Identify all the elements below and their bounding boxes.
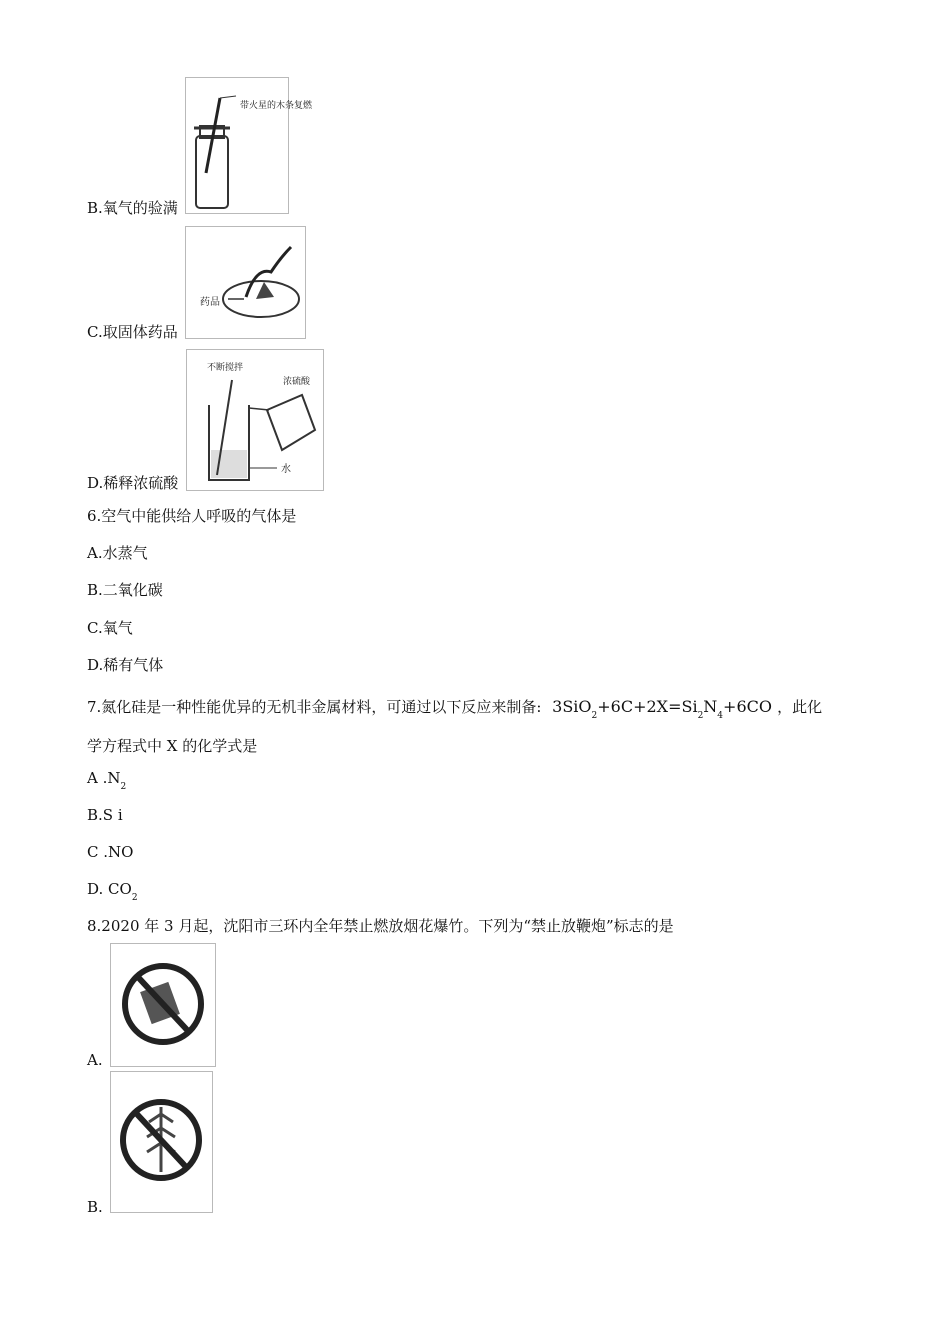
fig-d-label-acid: 浓硫酸 <box>283 377 311 387</box>
question-8-stem: 8.2020 年 3 月起，沈阳市三环内全年禁止燃放烟花爆竹。下列为“禁止放鞭炮”标志的是 <box>87 917 674 935</box>
fig-c-label: 药品 <box>200 297 220 308</box>
q7-stem-post: ，此化 <box>777 698 823 716</box>
q6-option-d: D.稀有气体 <box>87 656 164 674</box>
q7-option-b: B.S i <box>87 806 123 824</box>
question-7-stem-line2: 学方程式中 X 的化学式是 <box>87 737 258 755</box>
fig-b-label: 带火星的木条复燃 <box>240 101 313 111</box>
oxygen-test-figure <box>185 77 313 214</box>
q7-equation: $3SiO_2+6C+2X=Si_2N_4+6CO$ <box>552 697 772 721</box>
q6-option-a: A.水蒸气 <box>87 544 148 562</box>
option-c-take-solid: C.取固体药品 <box>87 323 178 341</box>
q7-option-a: A $.N_2$ <box>87 769 127 792</box>
fig-d-label-stir: 不断搅拌 <box>207 363 244 373</box>
q8-option-b: B. <box>87 1198 103 1216</box>
option-b-oxygen-test: B.氧气的验满 <box>87 199 178 217</box>
q8-option-a: A. <box>87 1051 103 1069</box>
dilute-acid-figure <box>186 349 324 491</box>
question-6-stem: 6.空气中能供给人呼吸的气体是 <box>87 507 297 525</box>
q6-option-b: B.二氧化碳 <box>87 581 163 599</box>
question-7-stem <box>87 697 822 726</box>
no-firecracker-sign-figure <box>110 943 216 1067</box>
take-solid-figure <box>185 226 306 339</box>
q7-option-c: C .NO <box>87 843 134 861</box>
q6-option-c: C.氧气 <box>87 619 133 637</box>
option-d-dilute-acid: D.稀释浓硫酸 <box>87 474 179 492</box>
q7-option-d: D. $CO_2$ <box>87 880 138 903</box>
no-fireworks-sign-figure <box>110 1071 213 1213</box>
fig-d-label-water: 水 <box>281 464 291 475</box>
q7-stem-pre: 7.氮化硅是一种性能优异的无机非金属材料，可通过以下反应来制备: <box>87 698 542 716</box>
